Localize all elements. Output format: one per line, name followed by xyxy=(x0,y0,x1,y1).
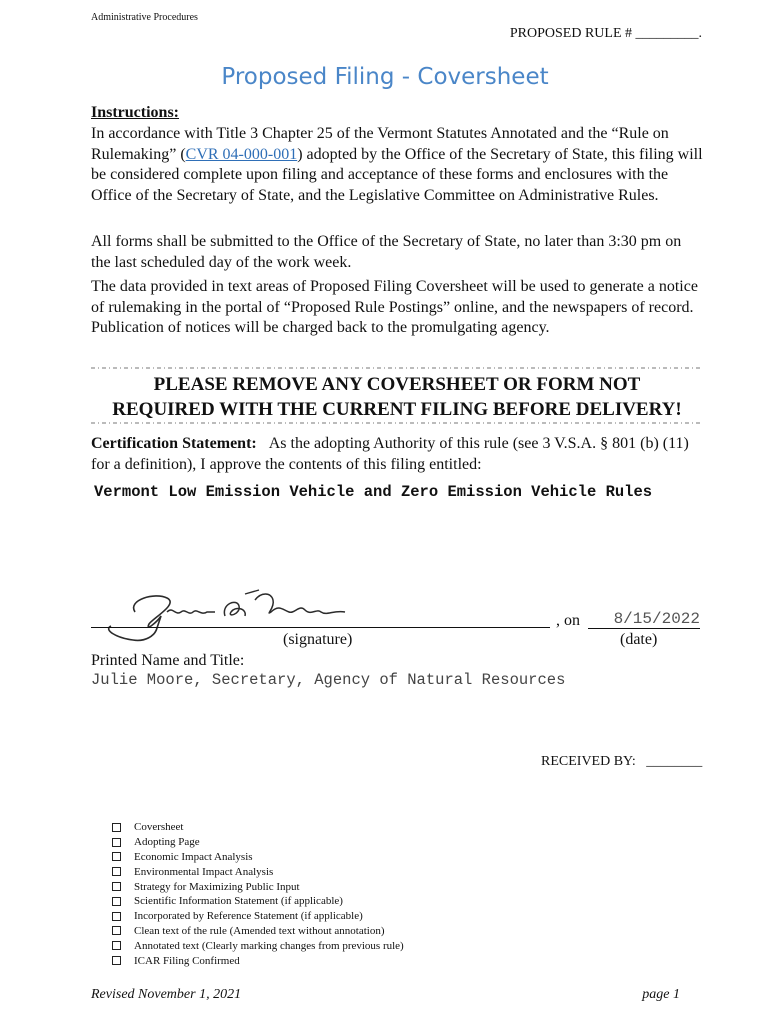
received-by-label: RECEIVED BY: xyxy=(541,754,636,769)
checkbox[interactable] xyxy=(112,926,121,935)
printed-name-label: Printed Name and Title: xyxy=(91,652,245,669)
instructions-paragraph-1: In accordance with Title 3 Chapter 25 of the Vermont Statutes Annotated and the “Rule on Rulemaking” (CVR 04-000-001) adopted by the Office of the Secretary of State, this filing will be considered complete upon filing and acceptance of these forms and enclosures with the Office of the Secretary of State, and the Legislative Committee on Administrative Rules. xyxy=(91,125,703,204)
date-caption: (date) xyxy=(620,631,658,648)
page-title: Proposed Filing - Coversheet xyxy=(221,64,549,90)
certification-label: Certification Statement: xyxy=(91,435,257,452)
checklist-item: Incorporated by Reference Statement (if applicable) xyxy=(112,909,404,924)
checklist-item: Scientific Information Statement (if applicable) xyxy=(112,894,404,909)
removal-warning-line-2: REQUIRED WITH THE CURRENT FILING BEFORE DELIVERY! xyxy=(112,399,682,420)
checkbox[interactable] xyxy=(112,852,121,861)
checklist-item: Adopting Page xyxy=(112,835,404,850)
dashed-divider-top xyxy=(91,365,703,371)
page-number: page 1 xyxy=(642,987,680,1002)
proposed-rule-label: PROPOSED RULE # xyxy=(509,26,636,41)
checkbox[interactable] xyxy=(112,823,121,832)
received-by xyxy=(541,754,702,770)
cvr-rule-link[interactable]: CVR 04-000-001 xyxy=(185,145,298,163)
enclosure-checklist xyxy=(112,820,404,968)
checklist-item: Environmental Impact Analysis xyxy=(112,864,404,879)
proposed-rule-blank: _________. xyxy=(635,26,702,41)
checklist-item: Strategy for Maximizing Public Input xyxy=(112,879,404,894)
removal-warning-line-1: PLEASE REMOVE ANY COVERSHEET OR FORM NOT xyxy=(153,374,641,395)
checkbox[interactable] xyxy=(112,941,121,950)
checklist-item: Annotated text (Clearly marking changes from previous rule) xyxy=(112,938,404,953)
proposed-rule-number xyxy=(510,26,702,42)
signature-line[interactable] xyxy=(91,627,550,628)
checkbox[interactable] xyxy=(112,838,121,847)
checklist-item: Clean text of the rule (Amended text without annotation) xyxy=(112,924,404,939)
received-by-blank[interactable]: ________ xyxy=(646,754,703,769)
checkbox[interactable] xyxy=(112,897,121,906)
instructions-paragraph-3: The data provided in text areas of Proposed Filing Coversheet will be used to generate a notice of rulemaking in the portal of “Proposed Rule Postings” online, and the newspapers of record. Publication of notices will be charged back to the promulgating agency. xyxy=(91,278,698,336)
checklist-item: ICAR Filing Confirmed xyxy=(112,953,404,968)
date-field[interactable]: 8/15/2022 xyxy=(588,610,700,629)
checkbox[interactable] xyxy=(112,882,121,891)
instructions-paragraph-2: All forms shall be submitted to the Office of the Secretary of State, no later than 3:30 pm on the last scheduled day of the work week. xyxy=(91,233,682,271)
instructions-heading: Instructions: xyxy=(91,104,180,121)
section-header: Administrative Procedures xyxy=(91,12,198,23)
checklist-item: Economic Impact Analysis xyxy=(112,850,404,865)
revision-date: Revised November 1, 2021 xyxy=(91,987,242,1002)
certification-statement xyxy=(91,434,703,475)
on-label: , on xyxy=(556,612,580,629)
checklist-item: Coversheet xyxy=(112,820,404,835)
printed-name-field[interactable]: Julie Moore, Secretary, Agency of Natural Resources xyxy=(91,671,566,689)
checkbox[interactable] xyxy=(112,867,121,876)
dashed-divider-bottom xyxy=(91,420,703,426)
checkbox[interactable] xyxy=(112,912,121,921)
checkbox[interactable] xyxy=(112,956,121,965)
certification-text: As the adopting Authority of this rule (see 3 V.S.A. § 801 (b) (11) for a definition), I approve the contents of this filing entitled: xyxy=(91,435,689,473)
signature-caption: (signature) xyxy=(283,631,353,648)
rule-title-field[interactable]: Vermont Low Emission Vehicle and Zero Emission Vehicle Rules xyxy=(94,483,653,501)
